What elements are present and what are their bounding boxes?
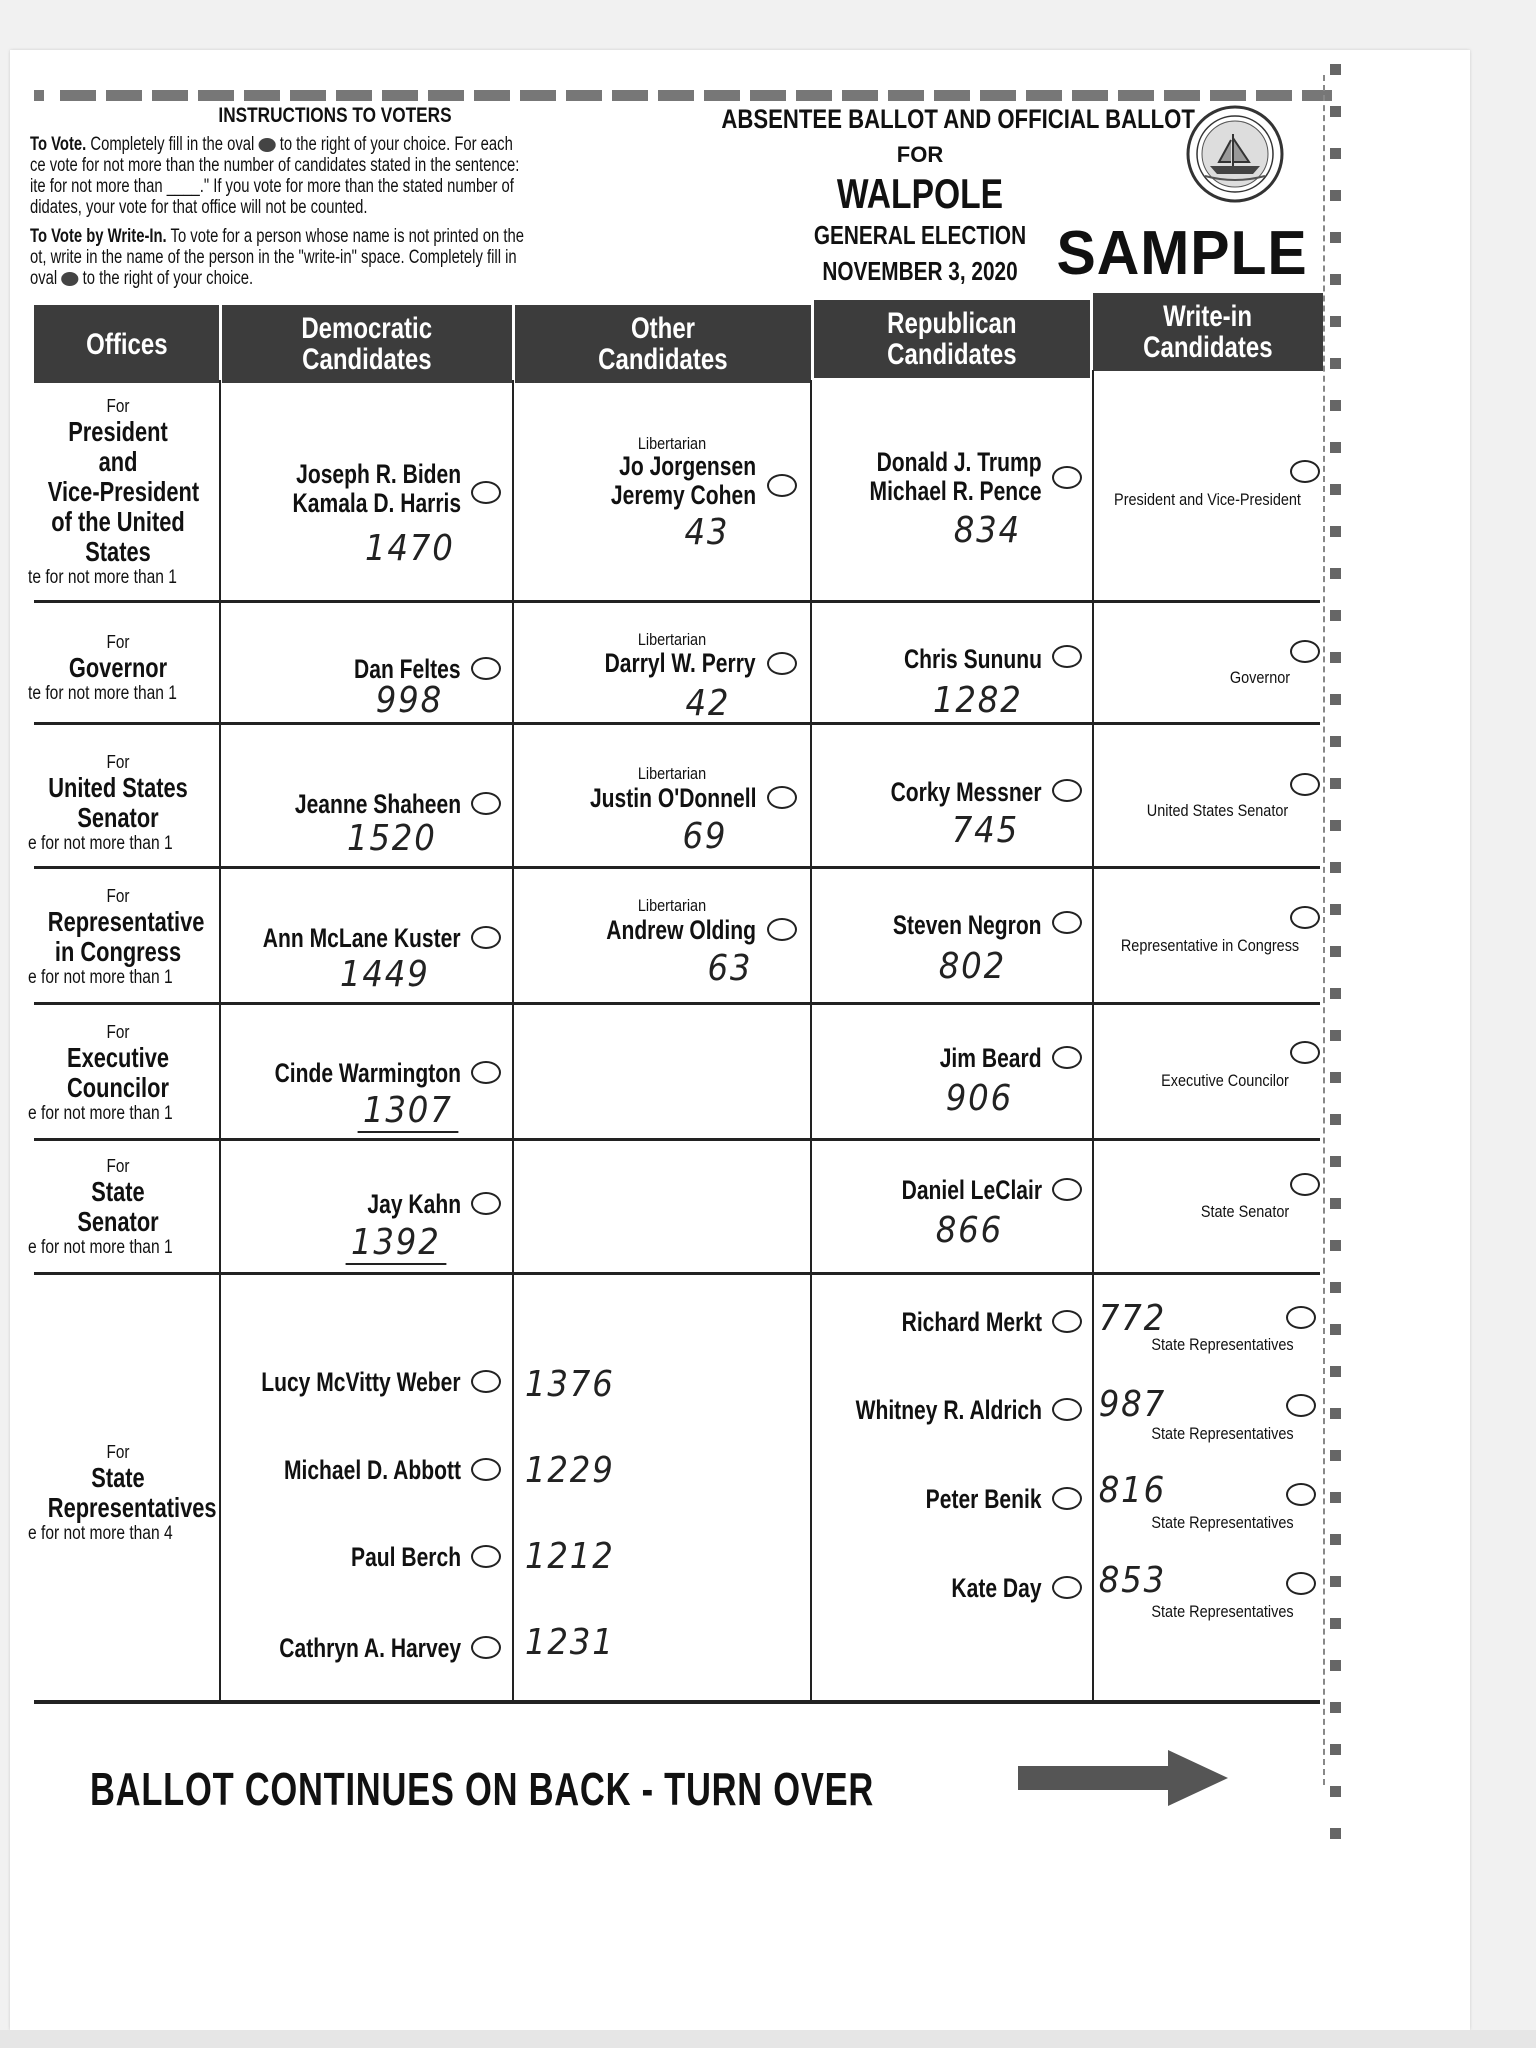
vote-oval[interactable] — [471, 657, 501, 680]
timing-mark — [1330, 610, 1341, 621]
timing-mark — [1330, 1492, 1341, 1503]
candidate-rep-state-rep: Whitney R. Aldrich — [855, 1395, 1042, 1425]
office-state-senator: For State Senator e for not more than 1 — [28, 1156, 173, 1258]
candidate-dem-state-rep: Lucy McVitty Weber — [261, 1367, 461, 1397]
timing-mark — [1330, 1072, 1341, 1083]
writein-label: State Senator — [1200, 1202, 1290, 1221]
vote-oval[interactable] — [1052, 645, 1082, 668]
vote-count: 772 — [1098, 1298, 1166, 1339]
timing-mark — [1330, 820, 1341, 831]
vote-count: 987 — [1098, 1384, 1166, 1425]
candidate-dem-state-rep: Michael D. Abbott — [283, 1455, 461, 1485]
candidate-other-president: Jo Jorgensen Jeremy Cohen — [610, 451, 756, 510]
vote-count: 43 — [684, 512, 730, 553]
vote-count: 816 — [1098, 1470, 1166, 1511]
timing-mark — [1330, 1198, 1341, 1209]
vote-count: 1307 — [358, 1090, 458, 1131]
vote-count: 1376 — [524, 1364, 615, 1405]
timing-mark — [1330, 946, 1341, 957]
header-other: Other Candidates — [515, 305, 811, 383]
candidate-dem-governor: Dan Feltes — [354, 654, 461, 684]
writein-oval[interactable] — [1286, 1572, 1316, 1595]
candidate-other-congress: Andrew Olding — [606, 915, 756, 945]
candidate-rep-governor: Chris Sununu — [903, 644, 1042, 674]
party-label: Libertarian — [637, 764, 707, 783]
column-divider — [810, 380, 812, 1700]
candidate-other-governor: Darryl W. Perry — [604, 648, 756, 678]
candidate-rep-state-rep: Kate Day — [951, 1573, 1042, 1603]
writein-label: Representative in Congress — [1120, 936, 1300, 955]
vote-oval[interactable] — [1052, 1046, 1082, 1069]
candidate-other-senator: Justin O'Donnell — [589, 783, 756, 813]
writein-oval[interactable] — [1286, 1306, 1316, 1329]
instructions-writein-line2: ot, write in the name of the person in the "write-in" space. Completely fill in — [30, 247, 517, 268]
ballot-for-label: FOR — [896, 142, 944, 167]
vote-oval[interactable] — [1052, 1398, 1082, 1421]
timing-mark — [1330, 1618, 1341, 1629]
column-divider — [512, 380, 514, 1700]
row-divider — [34, 1700, 1320, 1704]
row-divider — [34, 1138, 1320, 1141]
timing-mark — [1330, 274, 1341, 285]
candidate-rep-congress: Steven Negron — [893, 910, 1042, 940]
timing-mark — [1330, 1786, 1341, 1797]
row-divider — [34, 600, 1320, 603]
writein-oval[interactable] — [1290, 460, 1320, 483]
vote-count: 1449 — [339, 954, 430, 995]
header-offices: Offices — [34, 305, 219, 383]
party-label: Libertarian — [637, 434, 707, 453]
vote-oval[interactable] — [1052, 1178, 1082, 1201]
candidate-dem-state-senator: Jay Kahn — [367, 1189, 461, 1219]
header-democratic: Democratic Candidates — [222, 305, 512, 383]
vote-count: 1282 — [932, 680, 1023, 721]
vote-oval[interactable] — [471, 1370, 501, 1393]
timing-mark — [1330, 484, 1341, 495]
candidate-dem-congress: Ann McLane Kuster — [263, 923, 461, 953]
timing-mark — [1330, 568, 1341, 579]
vote-oval[interactable] — [1052, 1487, 1082, 1510]
vote-count: 745 — [951, 810, 1019, 851]
vote-oval[interactable] — [471, 1192, 501, 1215]
ballot-title: ABSENTEE BALLOT AND OFFICIAL BALLOT — [721, 104, 1195, 134]
timing-mark — [1330, 904, 1341, 915]
timing-mark — [1330, 1156, 1341, 1167]
election-name: GENERAL ELECTION — [813, 220, 1027, 250]
timing-mark — [1330, 1828, 1341, 1839]
header-writein: Write-in Candidates — [1093, 293, 1323, 371]
writein-label: United States Senator — [1146, 801, 1289, 820]
writein-oval[interactable] — [1290, 1041, 1320, 1064]
party-label: Libertarian — [637, 896, 707, 915]
filled-oval-icon — [61, 272, 78, 286]
vote-oval[interactable] — [1052, 779, 1082, 802]
vote-oval[interactable] — [767, 786, 797, 809]
writein-oval[interactable] — [1290, 773, 1320, 796]
instructions-vote-line4: didates, your vote for that office will not be counted. — [30, 197, 368, 218]
timing-marks-right — [1330, 64, 1344, 1864]
vote-oval[interactable] — [1052, 1576, 1082, 1599]
state-seal-icon — [1185, 104, 1285, 204]
timing-mark — [1330, 358, 1341, 369]
vote-oval[interactable] — [471, 1545, 501, 1568]
candidate-rep-president: Donald J. Trump Michael R. Pence — [869, 447, 1042, 506]
town-name: WALPOLE — [836, 170, 1004, 217]
timing-mark — [1330, 526, 1341, 537]
vote-count: 853 — [1098, 1560, 1166, 1601]
vote-oval[interactable] — [1052, 466, 1082, 489]
vote-count: 63 — [707, 948, 753, 989]
column-divider — [1092, 370, 1094, 1700]
timing-mark — [1330, 1282, 1341, 1293]
instructions-vote-line1: To Vote. Completely fill in the oval to the right of your choice. For each — [30, 134, 513, 155]
vote-oval[interactable] — [471, 926, 501, 949]
vote-count: 1212 — [524, 1536, 615, 1577]
office-president: For President and Vice-President of the United States te for not more than 1 — [28, 396, 200, 588]
timing-mark — [1330, 1030, 1341, 1041]
vote-oval[interactable] — [471, 1458, 501, 1481]
vote-oval[interactable] — [767, 918, 797, 941]
writein-label: Governor — [1229, 668, 1291, 687]
page-bottom-strip — [0, 2030, 1536, 2048]
timing-mark — [1330, 148, 1341, 159]
writein-label: President and Vice-President — [1114, 490, 1301, 509]
timing-mark — [1330, 1240, 1341, 1251]
office-us-senator: For United States Senator e for not more than 1 — [28, 752, 188, 854]
vote-oval[interactable] — [471, 481, 501, 504]
candidate-rep-state-senator: Daniel LeClair — [901, 1175, 1042, 1205]
row-divider — [34, 866, 1320, 869]
timing-mark — [1330, 190, 1341, 201]
vote-count: 69 — [682, 816, 728, 857]
row-divider — [34, 722, 1320, 725]
timing-marks-top — [34, 90, 1344, 102]
vote-count: 42 — [685, 683, 731, 724]
timing-mark — [1330, 1576, 1341, 1587]
vote-count: 1470 — [364, 528, 455, 569]
candidate-dem-president: Joseph R. Biden Kamala D. Harris — [292, 459, 461, 518]
timing-mark — [1330, 1324, 1341, 1335]
writein-label: Executive Councilor — [1161, 1071, 1289, 1090]
vote-oval[interactable] — [767, 474, 797, 497]
timing-mark — [1330, 64, 1341, 75]
row-divider — [34, 1272, 1320, 1275]
vote-oval[interactable] — [471, 792, 501, 815]
timing-mark — [1330, 442, 1341, 453]
sample-stamp: SAMPLE — [1056, 219, 1308, 288]
vote-oval[interactable] — [1052, 1310, 1082, 1333]
timing-mark — [1330, 778, 1341, 789]
candidate-rep-state-rep: Richard Merkt — [901, 1307, 1042, 1337]
candidate-rep-state-rep: Peter Benik — [926, 1484, 1042, 1514]
candidate-dem-senator: Jeanne Shaheen — [294, 789, 461, 819]
writein-oval[interactable] — [1286, 1394, 1316, 1417]
office-congress: For Representative in Congress e for not more than 1 — [28, 886, 205, 988]
timing-mark — [1330, 1702, 1341, 1713]
timing-mark — [1330, 316, 1341, 327]
row-divider — [34, 1002, 1320, 1005]
timing-mark — [1330, 862, 1341, 873]
timing-mark — [1330, 988, 1341, 999]
candidate-rep-senator: Corky Messner — [890, 777, 1042, 807]
vote-count: 1231 — [524, 1622, 615, 1663]
vote-count: 866 — [935, 1210, 1003, 1251]
vote-count: 998 — [375, 680, 443, 721]
arrow-right-icon — [1018, 1748, 1230, 1808]
vote-count: 834 — [953, 510, 1021, 551]
writein-label: State Representatives — [1151, 1602, 1294, 1621]
timing-mark — [1330, 1534, 1341, 1545]
writein-label: State Representatives — [1151, 1335, 1294, 1354]
vote-count: 802 — [938, 946, 1006, 987]
timing-mark — [1330, 1366, 1341, 1377]
timing-mark — [1330, 736, 1341, 747]
instructions-title: INSTRUCTIONS TO VOTERS — [218, 104, 452, 127]
timing-mark — [1330, 1660, 1341, 1671]
vote-oval[interactable] — [471, 1061, 501, 1084]
party-label: Libertarian — [637, 630, 707, 649]
timing-mark — [1330, 1114, 1341, 1125]
timing-mark — [1330, 1450, 1341, 1461]
column-divider — [219, 380, 221, 1700]
timing-mark — [1330, 652, 1341, 663]
writein-label: State Representatives — [1151, 1513, 1294, 1532]
writein-oval[interactable] — [1290, 1173, 1320, 1196]
writein-oval[interactable] — [1290, 640, 1320, 663]
timing-mark — [1330, 106, 1341, 117]
vote-count: 906 — [945, 1078, 1013, 1119]
instructions-vote-line3: ite for not more than ____." If you vote for more than the stated number of — [30, 176, 514, 197]
header-republican: Republican Candidates — [814, 300, 1090, 378]
writein-label: State Representatives — [1151, 1424, 1294, 1443]
timing-mark — [1330, 694, 1341, 705]
vote-oval[interactable] — [1052, 911, 1082, 934]
office-governor: For Governor te for not more than 1 — [28, 632, 177, 704]
perforation-line — [1323, 75, 1325, 1785]
candidate-dem-councilor: Cinde Warmington — [274, 1058, 461, 1088]
candidate-rep-councilor: Jim Beard — [940, 1043, 1042, 1073]
vote-count: 1229 — [524, 1450, 615, 1491]
office-executive-councilor: For Executive Councilor e for not more than 1 — [28, 1022, 173, 1124]
timing-mark — [1330, 400, 1341, 411]
turn-over-notice: BALLOT CONTINUES ON BACK - TURN OVER — [90, 1763, 875, 1815]
writein-oval[interactable] — [1286, 1483, 1316, 1506]
vote-oval[interactable] — [471, 1636, 501, 1659]
writein-oval[interactable] — [1290, 906, 1320, 929]
candidate-dem-state-rep: Cathryn A. Harvey — [279, 1633, 461, 1663]
filled-oval-icon — [258, 138, 275, 152]
timing-mark — [1330, 1744, 1341, 1755]
vote-count: 1392 — [346, 1222, 446, 1263]
vote-oval[interactable] — [767, 652, 797, 675]
office-state-representatives: For State Representatives e for not more than 4 — [28, 1442, 217, 1544]
vote-count: 1520 — [346, 818, 437, 859]
election-date: NOVEMBER 3, 2020 — [822, 256, 1018, 286]
instructions-writein-line3: oval to the right of your choice. — [30, 268, 254, 289]
timing-mark — [1330, 1408, 1341, 1419]
timing-mark — [1330, 232, 1341, 243]
instructions-vote-line2: ce vote for not more than the number of candidates stated in the sentence: — [30, 155, 520, 176]
candidate-dem-state-rep: Paul Berch — [350, 1542, 461, 1572]
instructions-writein-line1: To Vote by Write-In. To vote for a person whose name is not printed on the — [30, 226, 524, 247]
